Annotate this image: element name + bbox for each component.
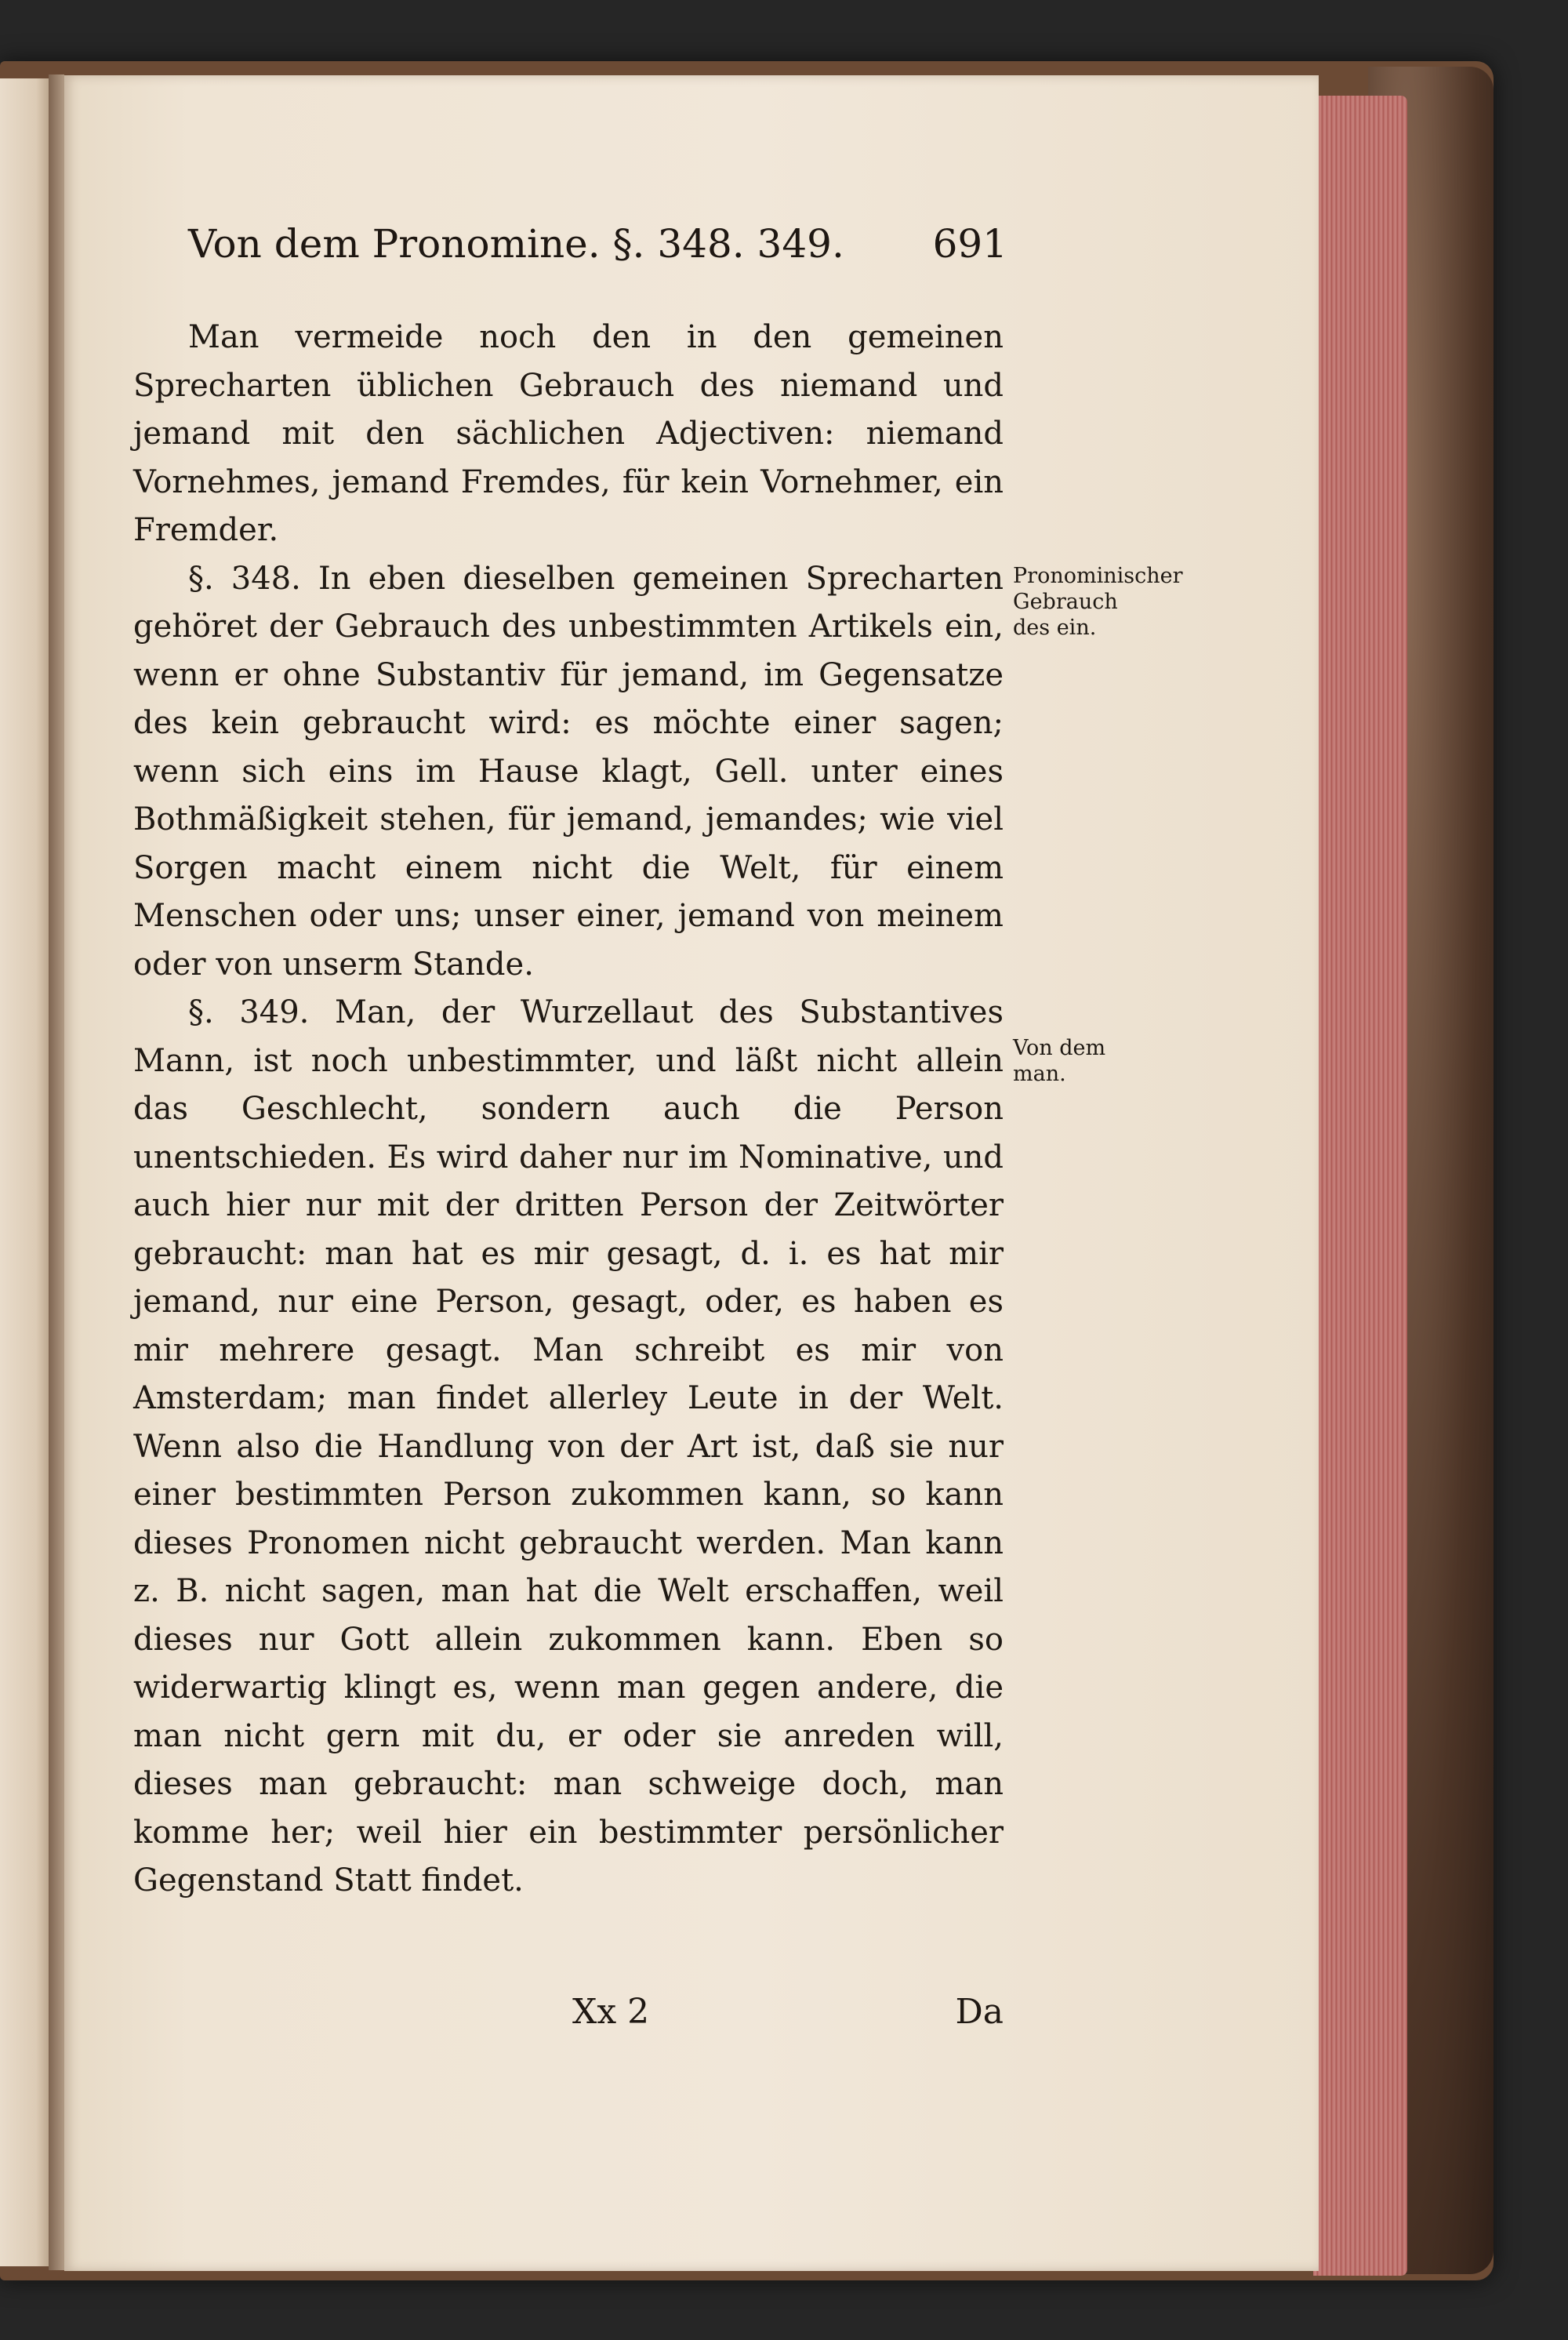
catchword: Da [955, 1992, 1004, 2032]
paragraph-1: Man vermeide noch den in den gemeinen Sprecharten üblichen Gebrauch des niemand und jemand mit den sächlichen Adjectiven: niemand Vornehmes, jemand Fremdes, für kein Vornehmer, ein Fremder. [133, 319, 1004, 548]
signature-mark: Xx 2 [572, 1992, 650, 2032]
header-title: Von dem Pronomine. §. 348. 349. [188, 221, 844, 267]
main-text [133, 314, 1004, 1906]
paragraph-section-348: §. 348. In eben dieselben gemeinen Sprecharten gehöret der Gebrauch des unbestimmten Artikels ein, wenn er ohne Substantiv für jemand, im Gegensatze des kein gebraucht wird: es möchte einer sagen; wenn sich eins im Hause klagt, Gell. unter eines Bothmäßigkeit stehen, für jemand, jemandes; wie viel Sorgen macht einem nicht die Welt, für einem Menschen oder uns; unser einer, jemand von meinem oder von unserm Stande. [133, 560, 1004, 983]
paragraph-section-349: §. 349. Man, der Wurzellaut des Substantives Mann, ist noch unbestimmter, und läßt nicht allein das Geschlecht, sondern auch die Person unentschieden. Es wird daher nur im Nominative, und auch hier nur mit der dritten Person der Zeitwörter gebraucht: man hat es mir gesagt, d. i. es hat mir jemand, nur eine Person, gesagt, oder, es haben es mir mehrere gesagt. Man schreibt es mir von Amsterdam; man findet allerley Leute in der Welt. Wenn also die Handlung von der Art ist, daß sie nur einer bestimmten Person zukommen kann, so kann dieses Pronomen nicht gebraucht werden. Man kann z. B. nicht sagen, man hat die Welt erschaffen, weil dieses nur Gott allein zukommen kann. Eben so widerwartig klingt es, wenn man gegen andere, die man nicht gern mit du, er oder sie anreden will, dieses man gebraucht: man schweige doch, man komme her; weil hier ein bestimmter persönlicher Gegenstand Statt findet. [133, 994, 1004, 1899]
page-block-red-edge [1313, 96, 1407, 2276]
book-gutter [49, 74, 64, 2270]
margin-note-von-dem-man: Von dem man. [1013, 1036, 1106, 1086]
margin-note-pronominal-use: Pronominischer Gebrauch des ein. [1013, 564, 1183, 640]
running-header [188, 213, 1007, 276]
page-footer [133, 1992, 1004, 2039]
left-page-edge [0, 78, 52, 2266]
page-number: 691 [932, 221, 1007, 267]
